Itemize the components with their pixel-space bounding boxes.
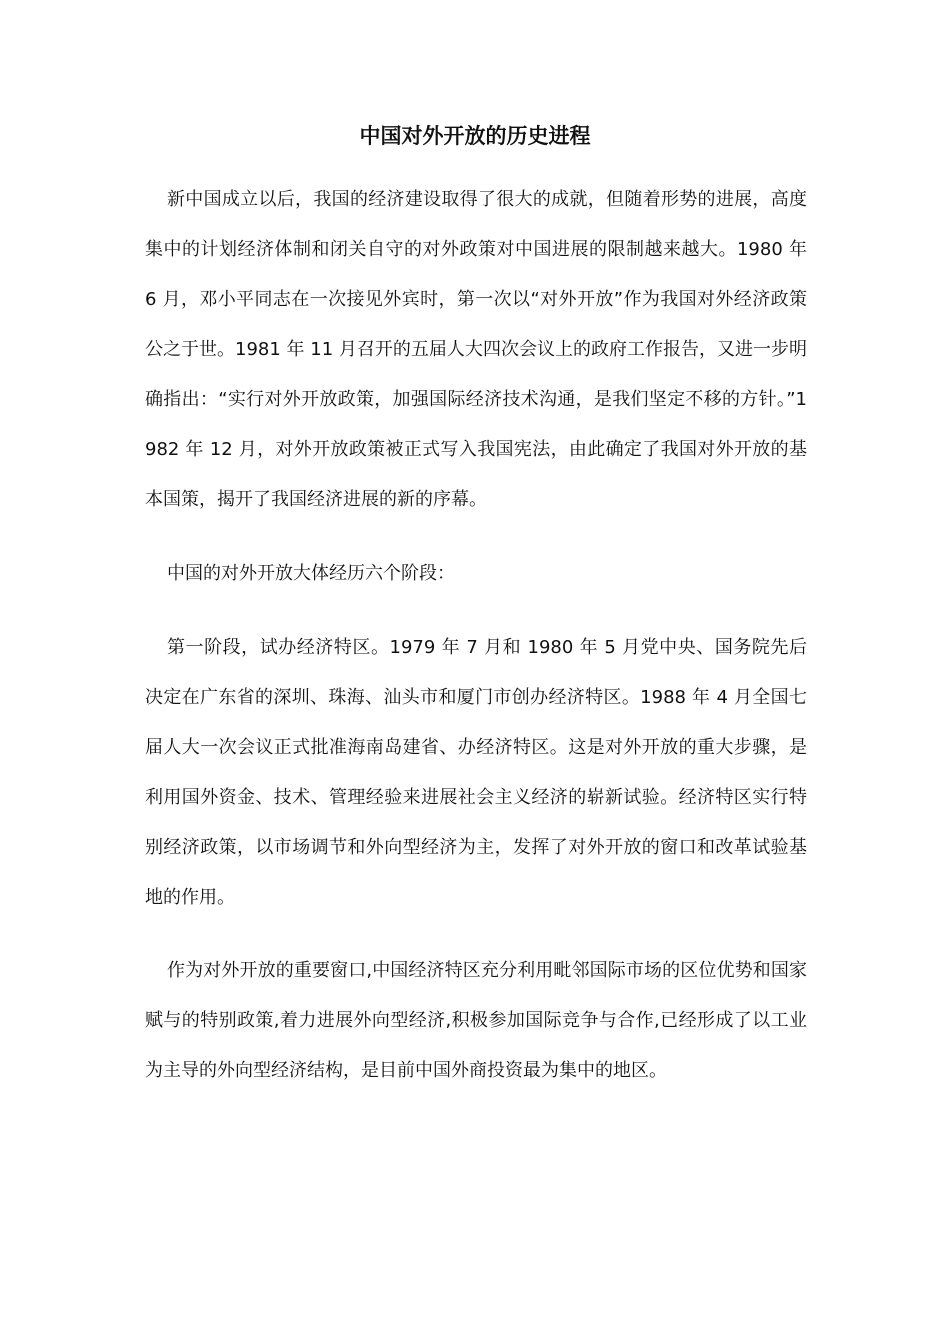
paragraph-intro: 新中国成立以后，我国的经济建设取得了很大的成就，但随着形势的进展，高度集中的计划经济体制和闭关自守的对外政策对中国进展的限制越来越大。1980 年 6 月，邓小平同志在一次接见外宾时，第一次以“对外开放”作为我国对外经济政策公之于世。1981 年 11 月召开的五届人大四次会议上的政府工作报告，又进一步明确指出：“实行对外开放政策，加强国际经济技术沟通，是我们坚定不移的方针。”1982 年 12 月，对外开放政策被正式写入我国宪法，由此确定了我国对外开放的基本国策，揭开了我国经济进展的新的序幕。 — [145, 189, 807, 510]
document-title: 中国对外开放的历史进程 — [359, 123, 591, 148]
paragraph-stage-one: 第一阶段，试办经济特区。1979 年 7 月和 1980 年 5 月党中央、国务院先后决定在广东省的深圳、珠海、汕头市和厦门市创办经济特区。1988 年 4 月全国七届人大一次会议正式批准海南岛建省、办经济特区。这是对外开放的重大步骤，是利用国外资金、技术、管理经验来进展社会主义经济的崭新试验。经济特区实行特别经济政策，以市场调节和外向型经济为主，发挥了对外开放的窗口和改革试验基地的作用。 — [145, 637, 807, 908]
paragraph-stages-intro: 中国的对外开放大体经历六个阶段： — [167, 563, 455, 584]
paragraph-special-zones: 作为对外开放的重要窗口,中国经济特区充分利用毗邻国际市场的区位优势和国家赋与的特别政策,着力进展外向型经济,积极参加国际竞争与合作,已经形成了以工业为主导的外向型经济结构，是目前中国外商投资最为集中的地区。 — [145, 960, 807, 1081]
